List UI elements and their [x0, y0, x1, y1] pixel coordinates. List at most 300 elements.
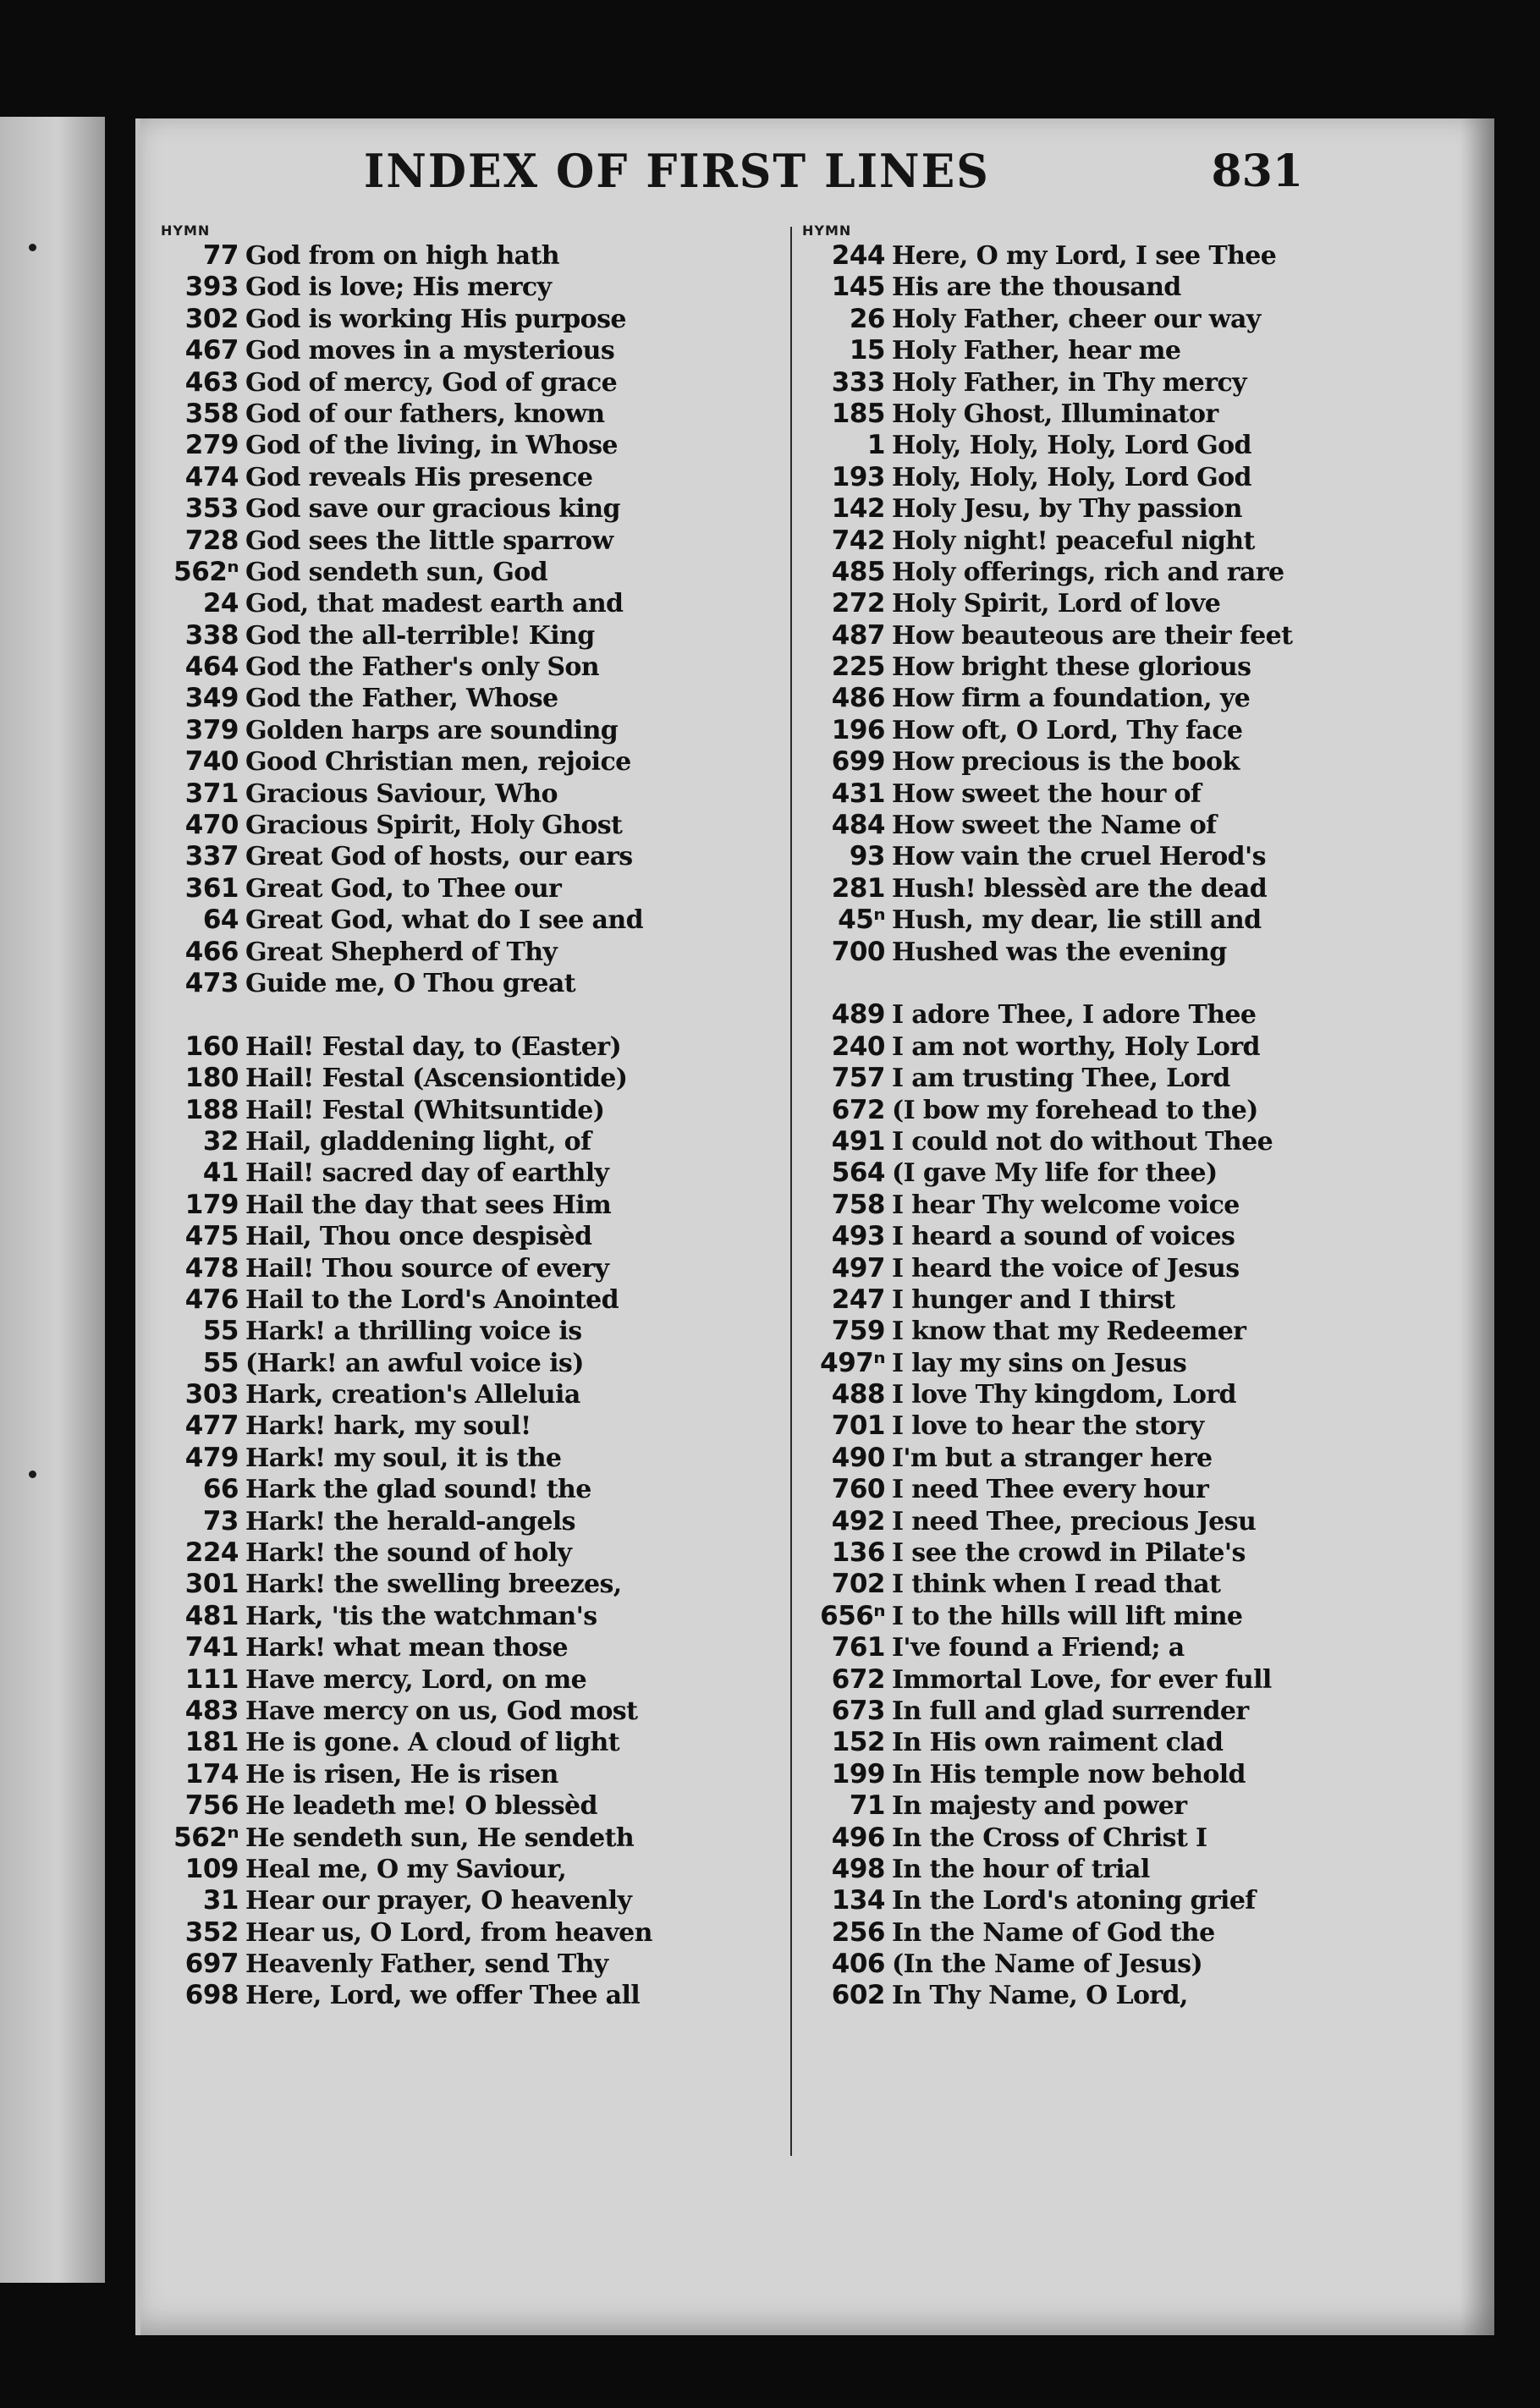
index-entry [157, 1157, 784, 1189]
hymn-number: 758 [831, 1189, 885, 1220]
first-line-text: Hail to the Lord's Anointed [245, 1284, 619, 1315]
index-entry [799, 746, 1349, 778]
index-entry [799, 1221, 1349, 1252]
hymn-number: 256 [831, 1916, 885, 1948]
first-line-text: Holy Father, hear me [892, 336, 1181, 366]
margin-mark [29, 1471, 36, 1478]
hymn-number: 484 [831, 810, 885, 841]
hymn-number: 181 [184, 1727, 239, 1758]
hymn-number: 464 [184, 651, 239, 683]
hymn-number: 760 [831, 1474, 885, 1505]
hymn-number: 489 [831, 999, 885, 1031]
hymn-number: 272 [831, 588, 885, 619]
index-entry [799, 778, 1349, 810]
hymn-number: 338 [184, 619, 239, 651]
first-line-text: Immortal Love, for ever full [892, 1664, 1272, 1695]
hymn-number: 179 [184, 1189, 239, 1220]
first-line-text: I see the crowd in Pilate's [892, 1538, 1246, 1569]
hymn-number: 602 [831, 1980, 885, 2011]
first-line-text: I need Thee every hour [892, 1475, 1209, 1505]
hymn-number: 487 [831, 619, 885, 651]
hymn-number: 475 [184, 1221, 239, 1252]
index-entry [799, 620, 1349, 651]
first-line-text: Hark! what mean those [245, 1633, 568, 1663]
index-entry [157, 493, 784, 525]
index-entry [799, 1410, 1349, 1442]
page-header [364, 146, 1303, 205]
index-entry [799, 1253, 1349, 1284]
hymn-number: 45ⁿ [838, 904, 885, 936]
first-line-text: In full and glad surrender [892, 1696, 1249, 1726]
first-line-text: How sweet the hour of [892, 778, 1202, 809]
index-entry [799, 1822, 1349, 1854]
index-entry [157, 683, 784, 714]
index-entry [157, 1601, 784, 1632]
index-entry [157, 557, 784, 588]
first-line-text: I could not do without Thee [892, 1126, 1273, 1157]
first-line-text: God is love; His mercy [245, 272, 552, 303]
first-line-text: God save our gracious king [245, 494, 620, 525]
first-line-text: In His own raiment clad [892, 1728, 1224, 1758]
index-entry [799, 1031, 1349, 1063]
index-entry [799, 1601, 1349, 1632]
hymn-number: 486 [831, 683, 885, 714]
first-line-text: Golden harps are sounding [245, 715, 619, 745]
first-line-text: God reveals His presence [245, 462, 593, 492]
first-line-text: God moves in a mysterious [245, 336, 615, 366]
first-line-text: Hush, my dear, lie still and [892, 905, 1262, 936]
hymn-number: 1 [866, 430, 885, 461]
hymn-number: 224 [184, 1537, 239, 1569]
hymn-number: 349 [184, 683, 239, 714]
index-entry [157, 1949, 784, 1980]
first-line-text: How vain the cruel Herod's [892, 842, 1266, 872]
index-entry [799, 873, 1349, 904]
first-line-text: Holy Ghost, Illuminator [892, 399, 1218, 429]
first-line-text: Guide me, O Thou great [245, 968, 575, 998]
first-line-text: Hark! the herald-angels [245, 1506, 575, 1537]
first-line-text: I know that my Redeemer [892, 1317, 1246, 1347]
first-line-text: How sweet the Name of [892, 811, 1217, 841]
index-entry [157, 1443, 784, 1474]
first-line-text: In His temple now behold [892, 1759, 1246, 1790]
first-line-text: Holy Spirit, Lord of love [892, 589, 1221, 619]
page-shadow [1460, 118, 1494, 2335]
first-line-text: I hear Thy welcome voice [892, 1190, 1240, 1220]
first-line-text: I adore Thee, I adore Thee [892, 1000, 1257, 1031]
left-entry-list [157, 240, 784, 2012]
hymn-number: 31 [202, 1885, 239, 1916]
hymn-number: 142 [831, 493, 885, 525]
first-line-text: I love to hear the story [892, 1411, 1204, 1442]
index-entry [799, 1569, 1349, 1600]
first-line-text: Good Christian men, rejoice [245, 747, 631, 778]
first-line-text: I heard a sound of voices [892, 1222, 1235, 1252]
index-entry [799, 430, 1349, 461]
index-entry [799, 304, 1349, 335]
index-entry [157, 841, 784, 872]
index-entry [799, 1664, 1349, 1696]
hymn-number: 281 [831, 872, 885, 904]
index-entry [157, 1980, 784, 2011]
hymn-number: 700 [831, 936, 885, 967]
index-entry [799, 1790, 1349, 1822]
index-entry [157, 1506, 784, 1537]
index-entry [799, 1696, 1349, 1727]
hymn-number: 199 [831, 1758, 885, 1790]
first-line-text: How bright these glorious [892, 652, 1251, 683]
hymn-number: 431 [831, 778, 885, 809]
hymn-number: 672 [831, 1094, 885, 1125]
index-entry [157, 1190, 784, 1221]
hymn-number: 247 [831, 1284, 885, 1315]
hymn-number: 742 [831, 525, 885, 556]
index-entry [799, 1126, 1349, 1157]
index-entry [157, 367, 784, 399]
hymn-column-label: HYMN [802, 223, 852, 239]
index-entry [157, 1664, 784, 1696]
index-entry [157, 399, 784, 430]
index-entry [157, 272, 784, 303]
first-line-text: Hear us, O Lord, from heaven [245, 1917, 652, 1948]
hymn-number: 488 [831, 1379, 885, 1410]
first-line-text: Great God of hosts, our ears [245, 842, 633, 872]
hymn-number: 302 [184, 303, 239, 334]
first-line-text: Hark! my soul, it is the [245, 1443, 562, 1473]
index-entry [157, 1885, 784, 1916]
index-entry [157, 778, 784, 810]
first-line-text: He is gone. A cloud of light [245, 1728, 620, 1758]
index-entry [157, 525, 784, 557]
hymn-number: 244 [831, 240, 885, 271]
hymn-number: 301 [184, 1569, 239, 1600]
first-line-text: God the Father, Whose [245, 684, 558, 714]
hymn-number: 185 [831, 398, 885, 429]
index-entry [799, 1854, 1349, 1885]
first-line-text: Have mercy on us, God most [245, 1696, 638, 1726]
hymn-number: 353 [184, 493, 239, 525]
first-line-text: God of mercy, God of grace [245, 367, 618, 398]
hymn-number: 467 [184, 335, 239, 366]
index-entry [799, 1506, 1349, 1537]
first-line-text: In the Name of God the [892, 1917, 1215, 1948]
first-line-text: God is working His purpose [245, 304, 626, 334]
index-entry [157, 304, 784, 335]
index-entry [157, 1759, 784, 1790]
hymn-number: 371 [184, 778, 239, 809]
hymn-number: 656ⁿ [820, 1600, 885, 1631]
index-entry [157, 1379, 784, 1410]
hymn-number: 240 [831, 1031, 885, 1062]
hymn-number: 478 [184, 1252, 239, 1284]
right-entry-list [799, 240, 1349, 2012]
index-entry [799, 1632, 1349, 1663]
hymn-number: 562ⁿ [173, 1822, 239, 1853]
index-entry [157, 240, 784, 272]
hymn-number: 470 [184, 810, 239, 841]
index-entry [799, 1727, 1349, 1758]
first-line-text: Holy offerings, rich and rare [892, 557, 1284, 587]
hymn-number: 741 [184, 1632, 239, 1663]
hymn-number: 160 [184, 1031, 239, 1062]
first-line-text: Heal me, O my Saviour, [245, 1854, 567, 1884]
first-line-text: I to the hills will lift mine [892, 1601, 1243, 1631]
hymn-number: 77 [202, 240, 239, 271]
hymn-number: 492 [831, 1505, 885, 1537]
first-line-text: I heard the voice of Jesus [892, 1253, 1240, 1284]
page-title: INDEX OF FIRST LINES [364, 144, 990, 199]
first-line-text: Hail! Festal (Whitsuntide) [245, 1095, 605, 1125]
first-line-text: Hail! Festal (Ascensiontide) [245, 1064, 628, 1094]
hymn-number: 493 [831, 1221, 885, 1252]
first-line-text: Great God, to Thee our [245, 873, 562, 904]
hymn-number: 303 [184, 1379, 239, 1410]
first-line-text: Holy, Holy, Holy, Lord God [892, 462, 1251, 492]
page-number: 831 [1211, 146, 1303, 197]
section-gap [157, 999, 784, 1031]
hymn-number: 15 [849, 335, 885, 366]
hymn-number: 188 [184, 1094, 239, 1125]
first-line-text: Have mercy, Lord, on me [245, 1664, 587, 1695]
first-line-text: Here, Lord, we offer Thee all [245, 1981, 641, 2011]
first-line-text: Hail the day that sees Him [245, 1190, 612, 1220]
section-gap [799, 968, 1349, 999]
index-entry [157, 715, 784, 746]
first-line-text: In majesty and power [892, 1791, 1187, 1822]
hymn-number: 55 [202, 1316, 239, 1347]
hymn-number: 180 [184, 1063, 239, 1094]
hymn-number: 474 [184, 461, 239, 492]
first-line-text: (I gave My life for thee) [892, 1158, 1218, 1189]
hymn-number: 697 [184, 1949, 239, 1980]
first-line-text: I am not worthy, Holy Lord [892, 1031, 1260, 1062]
index-entry [157, 1917, 784, 1949]
first-line-text: Hail, gladdening light, of [245, 1126, 591, 1157]
first-line-text: How precious is the book [892, 747, 1240, 778]
first-line-text: I'm but a stranger here [892, 1443, 1213, 1473]
index-entry [799, 651, 1349, 683]
index-entry [799, 841, 1349, 872]
hymn-number: 352 [184, 1916, 239, 1948]
index-entry [799, 1284, 1349, 1316]
index-entry [157, 462, 784, 493]
first-line-text: In the hour of trial [892, 1854, 1150, 1884]
left-index-column [157, 222, 784, 2012]
index-entry [799, 1095, 1349, 1126]
hymn-number: 64 [202, 904, 239, 936]
first-line-text: Hark! hark, my soul! [245, 1411, 531, 1442]
first-line-text: God, that madest earth and [245, 589, 624, 619]
hymn-number: 479 [184, 1442, 239, 1473]
first-line-text: Holy Father, cheer our way [892, 304, 1261, 334]
first-line-text: Here, O my Lord, I see Thee [892, 241, 1277, 271]
hymn-number: 26 [849, 303, 885, 334]
hymn-number: 757 [831, 1063, 885, 1094]
hymn-number: 145 [831, 272, 885, 303]
hymn-number: 32 [202, 1125, 239, 1157]
hymn-number: 491 [831, 1125, 885, 1157]
first-line-text: Hark, 'tis the watchman's [245, 1601, 597, 1631]
index-entry [157, 1537, 784, 1569]
index-entry [799, 557, 1349, 588]
first-line-text: Holy, Holy, Holy, Lord God [892, 431, 1251, 461]
hymn-number: 485 [831, 556, 885, 587]
index-entry [799, 1316, 1349, 1347]
hymn-number: 756 [184, 1790, 239, 1822]
index-entry [157, 1284, 784, 1316]
hymn-number: 673 [831, 1695, 885, 1726]
index-entry [157, 1031, 784, 1063]
first-line-text: Gracious Saviour, Who [245, 778, 558, 809]
hymn-number: 466 [184, 936, 239, 967]
index-entry [157, 1126, 784, 1157]
first-line-text: I love Thy kingdom, Lord [892, 1380, 1236, 1410]
index-entry [157, 1095, 784, 1126]
first-line-text: In the Lord's atoning grief [892, 1886, 1256, 1916]
first-line-text: In Thy Name, O Lord, [892, 1981, 1188, 2011]
hymn-number: 699 [831, 746, 885, 778]
index-entry [157, 1316, 784, 1347]
index-entry [799, 1917, 1349, 1949]
hymn-number: 698 [184, 1980, 239, 2011]
index-entry [799, 1190, 1349, 1221]
first-line-text: I hunger and I thirst [892, 1284, 1175, 1315]
first-line-text: Heavenly Father, send Thy [245, 1949, 608, 1980]
hymn-number: 490 [831, 1442, 885, 1473]
hymn-number: 483 [184, 1695, 239, 1726]
first-line-text: Hush! blessèd are the dead [892, 873, 1268, 904]
hymn-number: 136 [831, 1537, 885, 1569]
index-entry [157, 651, 784, 683]
hymn-number: 111 [184, 1663, 239, 1695]
index-entry [799, 1885, 1349, 1916]
index-entry [799, 1474, 1349, 1505]
index-entry [799, 1537, 1349, 1569]
hymn-number: 473 [184, 967, 239, 998]
first-line-text: Hushed was the evening [892, 937, 1227, 967]
first-line-text: Hark! a thrilling voice is [245, 1317, 582, 1347]
index-entry [799, 588, 1349, 619]
first-line-text: Great God, what do I see and [245, 905, 643, 936]
hymn-number: 73 [202, 1505, 239, 1537]
hymn-number: 477 [184, 1410, 239, 1442]
first-line-text: Holy Jesu, by Thy passion [892, 494, 1242, 525]
hymn-number: 701 [831, 1410, 885, 1442]
hymn-number: 279 [184, 430, 239, 461]
hymn-number: 497ⁿ [820, 1347, 885, 1378]
first-line-text: He sendeth sun, He sendeth [245, 1822, 635, 1853]
right-index-column [799, 222, 1349, 2012]
hymn-number: 152 [831, 1727, 885, 1758]
first-line-text: Hail! Thou source of every [245, 1253, 609, 1284]
hymn-number: 41 [202, 1157, 239, 1189]
index-entry [157, 1822, 784, 1854]
first-line-text: Great Shepherd of Thy [245, 937, 558, 967]
first-line-text: God the Father's only Son [245, 652, 600, 683]
first-line-text: (I bow my forehead to the) [892, 1095, 1258, 1125]
index-entry [799, 715, 1349, 746]
first-line-text: God of the living, in Whose [245, 431, 618, 461]
index-entry [157, 1727, 784, 1758]
first-line-text: (Hark! an awful voice is) [245, 1348, 584, 1378]
index-entry [157, 968, 784, 999]
index-entry [157, 1221, 784, 1252]
index-entry [799, 810, 1349, 841]
first-line-text: Gracious Spirit, Holy Ghost [245, 811, 623, 841]
hymn-number: 71 [849, 1790, 885, 1822]
hymn-number: 406 [831, 1949, 885, 1980]
hymn-number: 759 [831, 1316, 885, 1347]
hymn-number: 564 [831, 1157, 885, 1189]
hymn-number: 702 [831, 1569, 885, 1600]
first-line-text: God sendeth sun, God [245, 557, 548, 587]
first-line-text: Holy night! peaceful night [892, 525, 1255, 556]
first-line-text: Hear our prayer, O heavenly [245, 1886, 632, 1916]
first-line-text: God the all-terrible! King [245, 620, 595, 651]
index-entry [157, 588, 784, 619]
hymn-number: 740 [184, 746, 239, 778]
index-entry [799, 462, 1349, 493]
hymn-number: 193 [831, 461, 885, 492]
hymn-number: 672 [831, 1663, 885, 1695]
hymn-number: 361 [184, 872, 239, 904]
hymn-number: 24 [202, 588, 239, 619]
index-entry [799, 1443, 1349, 1474]
hymn-number: 134 [831, 1885, 885, 1916]
index-entry [157, 1063, 784, 1094]
index-entry [157, 1474, 784, 1505]
first-line-text: I think when I read that [892, 1570, 1221, 1600]
first-line-text: How oft, O Lord, Thy face [892, 715, 1243, 745]
hymn-column-label: HYMN [161, 223, 211, 239]
hymn-number: 497 [831, 1252, 885, 1284]
index-entry [799, 335, 1349, 366]
first-line-text: Hark, creation's Alleluia [245, 1380, 580, 1410]
hymn-number: 358 [184, 398, 239, 429]
first-line-text: I lay my sins on Jesus [892, 1348, 1187, 1378]
index-entry [157, 430, 784, 461]
margin-mark [29, 244, 36, 251]
index-entry [157, 1854, 784, 1885]
hymn-number: 496 [831, 1822, 885, 1853]
index-entry [799, 1980, 1349, 2011]
first-line-text: Hail, Thou once despisèd [245, 1222, 592, 1252]
hymn-number: 393 [184, 272, 239, 303]
first-line-text: I've found a Friend; a [892, 1633, 1185, 1663]
index-entry [157, 1348, 784, 1379]
facing-page-edge [0, 117, 105, 2283]
index-entry [799, 683, 1349, 714]
index-entry [799, 493, 1349, 525]
hymn-number: 174 [184, 1758, 239, 1790]
first-line-text: How firm a foundation, ye [892, 684, 1251, 714]
hymn-number: 761 [831, 1632, 885, 1663]
index-entry [799, 1348, 1349, 1379]
index-entry [799, 367, 1349, 399]
hymn-number: 562ⁿ [173, 556, 239, 587]
first-line-text: I need Thee, precious Jesu [892, 1506, 1257, 1537]
index-entry [799, 1157, 1349, 1189]
index-entry [799, 525, 1349, 557]
hymn-number: 196 [831, 714, 885, 745]
first-line-text: Hark! the sound of holy [245, 1538, 572, 1569]
index-entry [157, 620, 784, 651]
index-entry [157, 1410, 784, 1442]
first-line-text: Hail! Festal day, to (Easter) [245, 1031, 622, 1062]
first-line-text: God of our fathers, known [245, 399, 605, 429]
first-line-text: I am trusting Thee, Lord [892, 1064, 1230, 1094]
index-entry [157, 746, 784, 778]
